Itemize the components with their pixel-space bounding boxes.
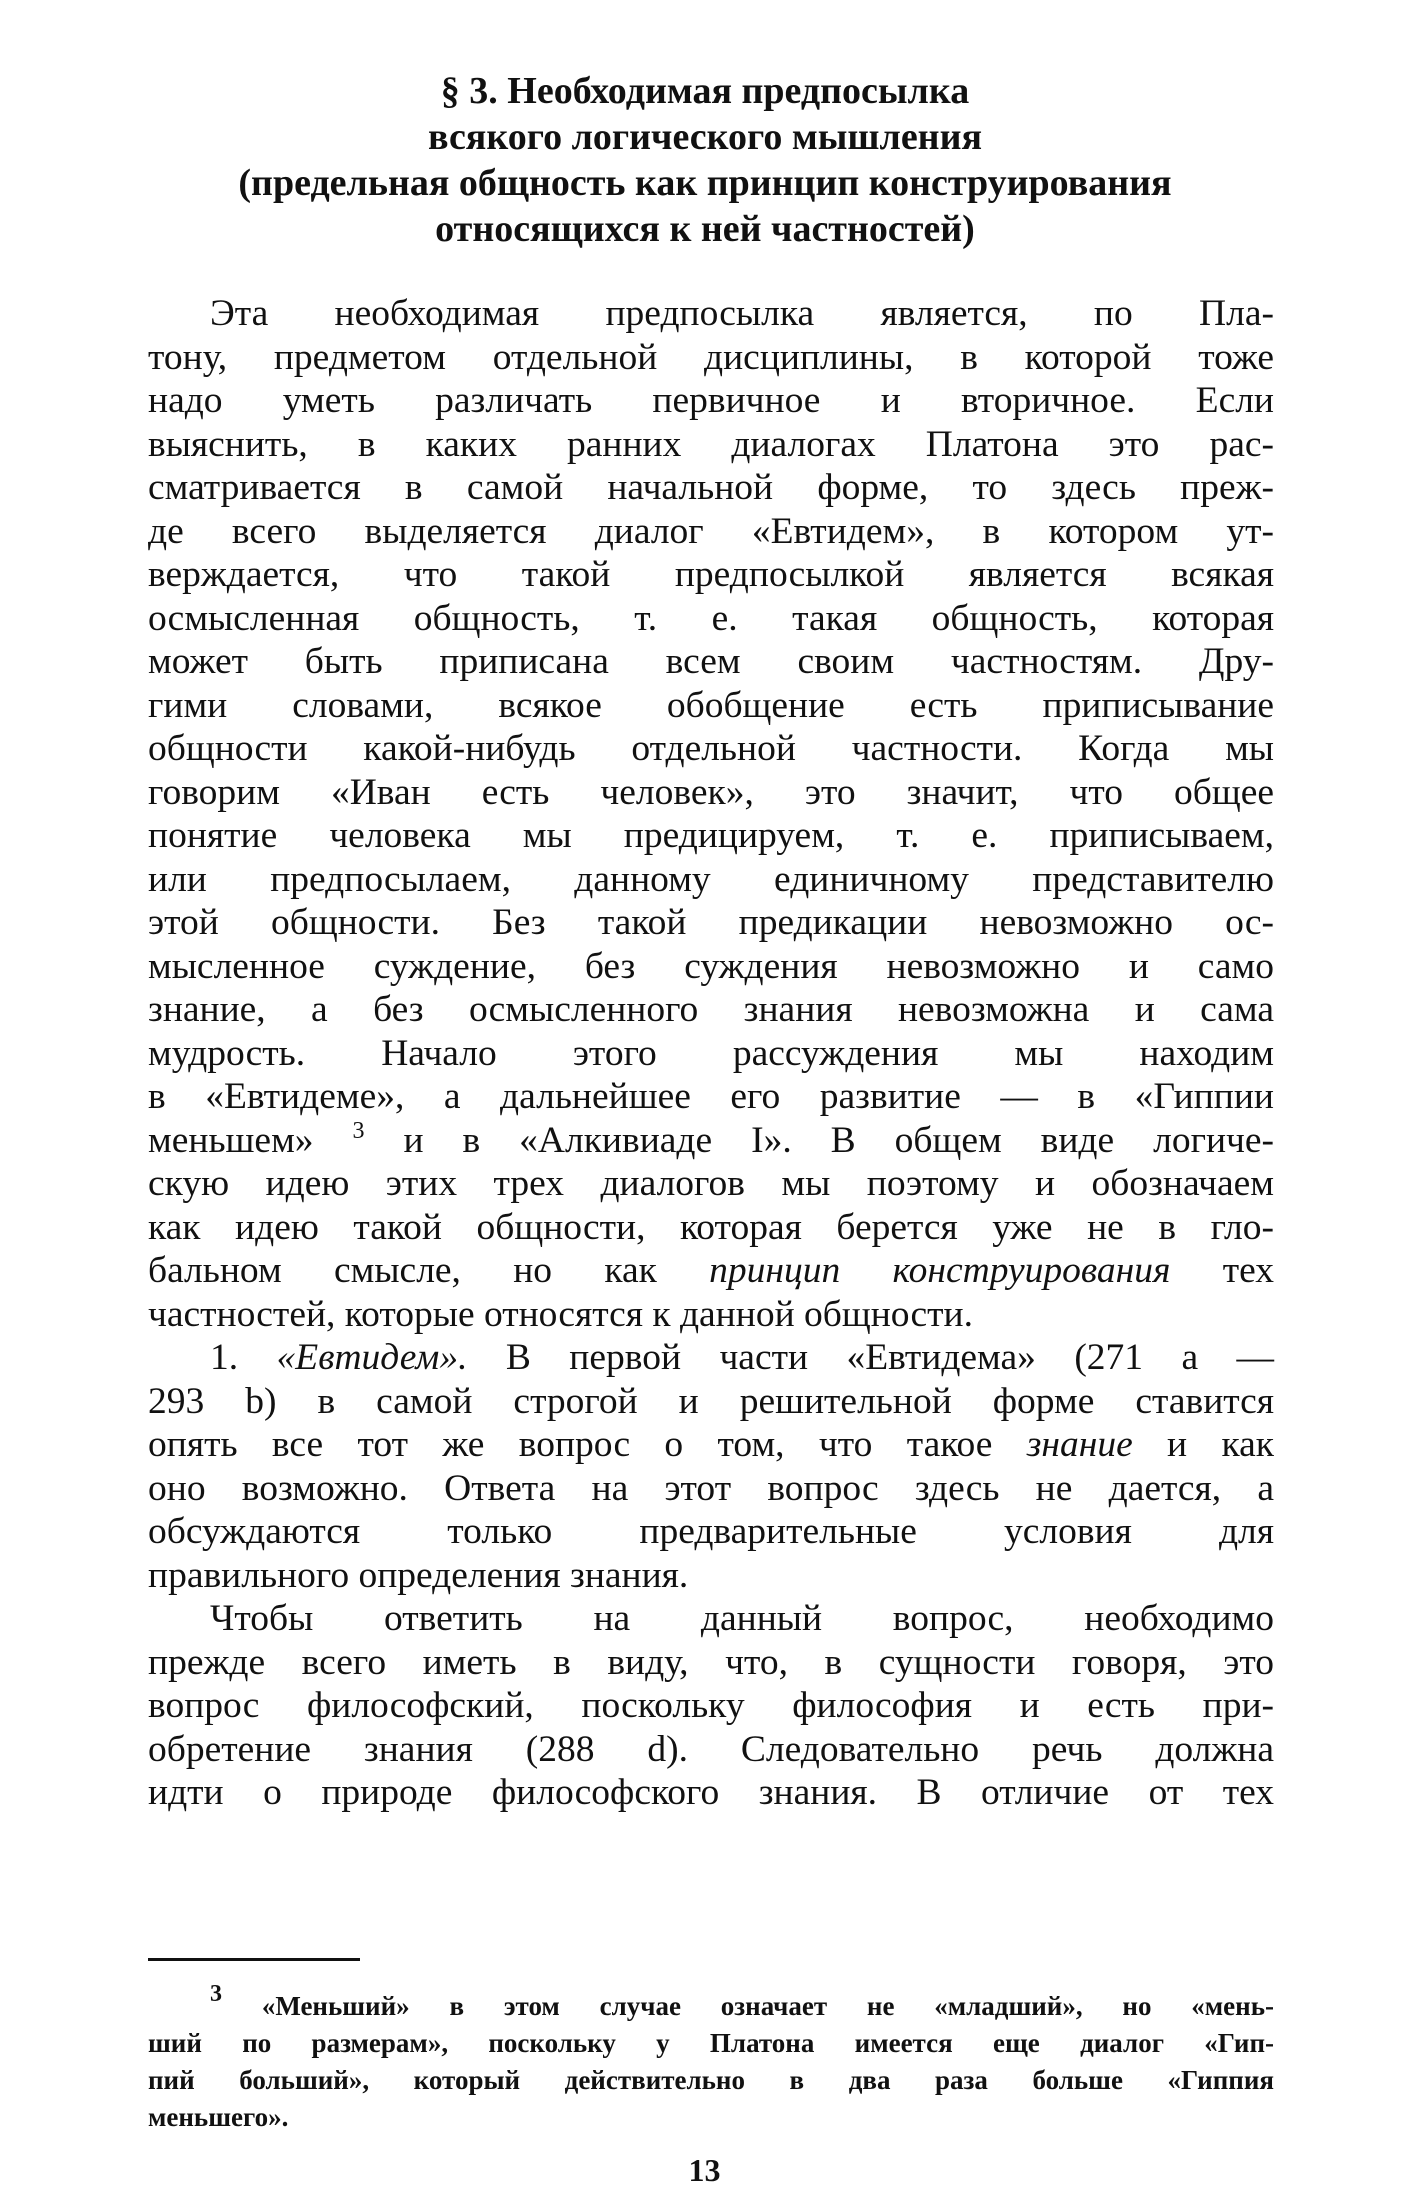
text-line: мудрость. Начало этого рассуждения мы находим	[148, 1032, 1274, 1074]
text-line: Эта необходимая предпосылка является, по Пла-	[210, 293, 1274, 334]
text-segment: опять все тот же вопрос о том, что такое	[148, 1424, 1027, 1465]
text-line: верждается, что такой предпосылкой является всякая	[148, 554, 1274, 595]
text-line: вопрос философский, поскольку философия и есть при-	[148, 1685, 1274, 1726]
text-line: оно возможно. Ответа на этот вопрос здесь не дается, а	[148, 1467, 1274, 1509]
text-line: мысленное суждение, без суждения невозможно и само	[148, 945, 1274, 987]
text-line: обсуждаются только предварительные условия для	[148, 1511, 1274, 1552]
text-line: де всего выделяется диалог «Евтидем», в котором ут-	[148, 510, 1274, 552]
heading-line: относящихся к ней частностей)	[435, 208, 975, 250]
text-line: сматривается в самой начальной форме, то здесь преж-	[148, 467, 1274, 508]
text-line: частностей, которые относятся к данной общности.	[148, 1293, 973, 1335]
text-line: выяснить, в каких ранних диалогах Платона это рас-	[148, 423, 1274, 465]
footnote-mark: 3	[210, 1981, 222, 2007]
footnote-line: ший по размерам», поскольку у Платона имеется еще диалог «Гип-	[148, 2028, 1274, 2058]
heading-line: (предельная общность как принцип конструирования	[238, 162, 1172, 204]
text-segment: тех	[1170, 1250, 1274, 1291]
text-line: идти о природе философского знания. В отличие от тех	[148, 1772, 1274, 1813]
footnote	[148, 1981, 1274, 2136]
text-line: гими словами, всякое обобщение есть приписывание	[148, 684, 1274, 726]
footnote-line: пий больший», который действительно в два раза больше «Гиппия	[148, 2065, 1274, 2095]
text-line	[148, 1336, 1274, 1380]
text-segment: меньшем»	[148, 1119, 314, 1161]
text-line: понятие человека мы предицируем, т. е. приписываем,	[148, 815, 1274, 856]
text-line: как идею такой общности, которая берется уже не в гло-	[148, 1206, 1274, 1248]
text-segment: В первой части «Евтидема» (271 а —	[467, 1337, 1274, 1378]
footnote-divider	[148, 1958, 360, 1961]
text-line: Чтобы ответить на данный вопрос, необходимо	[210, 1598, 1274, 1639]
text-segment: и в «Алкивиаде I». В общем виде логиче-	[364, 1119, 1275, 1161]
text-line: прежде всего иметь в виду, что, в сущности говоря, это	[148, 1641, 1274, 1683]
section-heading	[150, 68, 1260, 252]
text-line: в «Евтидеме», а дальнейшее его развитие — в «Гиппии	[148, 1076, 1274, 1117]
body-text	[148, 292, 1274, 1815]
footnote-line: меньшего».	[148, 2102, 289, 2132]
text-line: обретение знания (288 d). Следовательно речь должна	[148, 1728, 1274, 1770]
text-line	[148, 1119, 1274, 1163]
text-line: правильного определения знания.	[148, 1554, 689, 1596]
footnote-line	[148, 1981, 1274, 2025]
italic-term: принцип конструирования	[709, 1250, 1171, 1291]
text-line: надо уметь различать первичное и вторичное. Если	[148, 380, 1274, 421]
italic-term: «Евтидем».	[276, 1337, 468, 1378]
text-line: или предпосылаем, данному единичному представителю	[148, 858, 1274, 900]
heading-line: § 3. Необходимая предпосылка	[440, 70, 970, 112]
heading-line: всякого логического мышления	[427, 116, 983, 158]
text-segment: и как	[1132, 1424, 1274, 1465]
text-segment: «Меньший» в этом случае означает не «младший», но «мень-	[222, 1991, 1274, 2021]
text-line: общности какой-нибудь отдельной частности. Когда мы	[148, 728, 1274, 769]
text-segment: 1.	[210, 1337, 277, 1378]
text-line: говорим «Иван есть человек», это значит, что общее	[148, 771, 1274, 813]
italic-term: знание	[1026, 1424, 1133, 1465]
text-line: 293 b) в самой строгой и решительной форме ставится	[148, 1380, 1274, 1422]
text-line: тону, предметом отдельной дисциплины, в которой тоже	[148, 336, 1274, 378]
text-line: осмысленная общность, т. е. такая общность, которая	[148, 597, 1274, 639]
text-line: скую идею этих трех диалогов мы поэтому и обозначаем	[148, 1163, 1274, 1204]
page-number: 13	[688, 2152, 721, 2188]
text-segment: бальном смысле, но как	[148, 1250, 710, 1291]
text-line	[148, 1423, 1274, 1467]
footnote-ref: 3	[352, 1117, 365, 1144]
text-line	[148, 1249, 1274, 1293]
text-line: знание, а без осмысленного знания невозможна и сама	[148, 989, 1274, 1030]
text-line: этой общности. Без такой предикации невозможно ос-	[148, 902, 1274, 943]
text-line: может быть приписана всем своим частностям. Дру-	[148, 641, 1274, 682]
